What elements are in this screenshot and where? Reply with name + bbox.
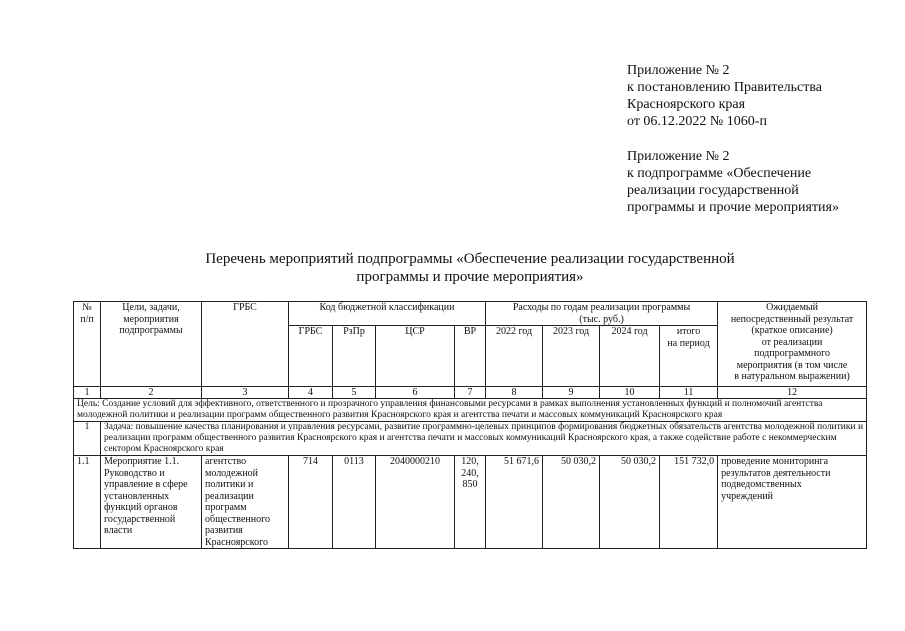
task-text: Задача: повышение качества планирования и управления ресурсами, развитие программно-целевых принципов формирования бюджетных обязательств агентства молодежной политики и реализации программ общественного развития Красноярского края и агентства печати и массовых коммуникаций Красноярского края, а также содействие работе с некоммерческим сектором Красноярского края bbox=[101, 422, 867, 456]
activity-grbs-code: 714 bbox=[289, 456, 333, 549]
appendix-line: к подпрограмме «Обеспечение bbox=[627, 166, 812, 181]
document-title bbox=[150, 250, 790, 286]
column-number: 2 bbox=[101, 387, 202, 399]
table-row bbox=[74, 456, 867, 549]
header-row-1 bbox=[74, 302, 867, 326]
column-number: 8 bbox=[486, 387, 543, 399]
appendix-line: Приложение № 2 bbox=[627, 149, 730, 164]
title-line-1: Перечень мероприятий подпрограммы «Обеспечение реализации государственной bbox=[205, 251, 735, 267]
header-num: № п/п bbox=[74, 302, 101, 387]
header-total-period: итого на период bbox=[660, 326, 718, 387]
appendix-line: реализации государственной bbox=[627, 183, 799, 198]
column-number: 5 bbox=[333, 387, 376, 399]
appendix-block-government-decree bbox=[627, 62, 822, 130]
column-number: 1 bbox=[74, 387, 101, 399]
activity-expected-result: проведение мониторинга результатов деятельности подведомственных учреждений bbox=[718, 456, 867, 549]
column-number: 6 bbox=[376, 387, 455, 399]
header-year-2024: 2024 год bbox=[600, 326, 660, 387]
activity-expense-2023: 50 030,2 bbox=[543, 456, 600, 549]
header-goals: Цели, задачи, мероприятия подпрограммы bbox=[101, 302, 202, 387]
header-csr: ЦСР bbox=[376, 326, 455, 387]
column-number-row bbox=[74, 387, 867, 399]
appendix-line: Приложение № 2 bbox=[627, 63, 730, 78]
header-vr: ВР bbox=[455, 326, 486, 387]
header-year-2023: 2023 год bbox=[543, 326, 600, 387]
appendix-line: к постановлению Правительства bbox=[627, 80, 823, 95]
appendix-line: от 06.12.2022 № 1060-п bbox=[627, 114, 767, 129]
header-grbs: ГРБС bbox=[202, 302, 289, 387]
column-number: 4 bbox=[289, 387, 333, 399]
activity-expense-total: 151 732,0 bbox=[660, 456, 718, 549]
header-budget-code: Код бюджетной классификации bbox=[289, 302, 486, 326]
column-number: 3 bbox=[202, 387, 289, 399]
appendix-block-subprogram bbox=[627, 148, 839, 216]
header-grbs-code: ГРБС bbox=[289, 326, 333, 387]
activity-rzpr: 0113 bbox=[333, 456, 376, 549]
appendix-line: программы и прочие мероприятия» bbox=[627, 200, 839, 215]
activity-grbs-name: агентство молодежной политики и реализации программ общественного развития Красноярского bbox=[202, 456, 289, 549]
activity-name: Мероприятие 1.1. Руководство и управление в сфере установленных функций органов государственной власти bbox=[101, 456, 202, 549]
appendix-line: Красноярского края bbox=[627, 97, 746, 112]
header-rzpr: РзПр bbox=[333, 326, 376, 387]
header-year-2022: 2022 год bbox=[486, 326, 543, 387]
column-number: 11 bbox=[660, 387, 718, 399]
activities-table bbox=[73, 301, 867, 549]
column-number: 10 bbox=[600, 387, 660, 399]
title-line-2: программы и прочие мероприятия» bbox=[356, 269, 584, 285]
task-num: 1 bbox=[74, 422, 101, 456]
activity-vr: 120, 240, 850 bbox=[455, 456, 486, 549]
goal-row bbox=[74, 399, 867, 422]
activity-expense-2024: 50 030,2 bbox=[600, 456, 660, 549]
activity-csr: 2040000210 bbox=[376, 456, 455, 549]
column-number: 12 bbox=[718, 387, 867, 399]
column-number: 7 bbox=[455, 387, 486, 399]
header-expected-result: Ожидаемый непосредственный результат (краткое описание) от реализации подпрограммного мероприятия (в том числе в натуральном выражении) bbox=[718, 302, 867, 387]
header-expenses: Расходы по годам реализации программы (тыс. руб.) bbox=[486, 302, 718, 326]
activity-expense-2022: 51 671,6 bbox=[486, 456, 543, 549]
column-number: 9 bbox=[543, 387, 600, 399]
goal-text: Цель: Создание условий для эффективного, ответственного и прозрачного управления финансовыми ресурсами в рамках выполнения установленных функций и полномочий агентства молодежной политики и реализации программ общественного развития Красноярского края и агентства печати и массовых коммуникаций Красноярского края bbox=[74, 399, 867, 422]
activity-num: 1.1 bbox=[74, 456, 101, 549]
task-row bbox=[74, 422, 867, 456]
